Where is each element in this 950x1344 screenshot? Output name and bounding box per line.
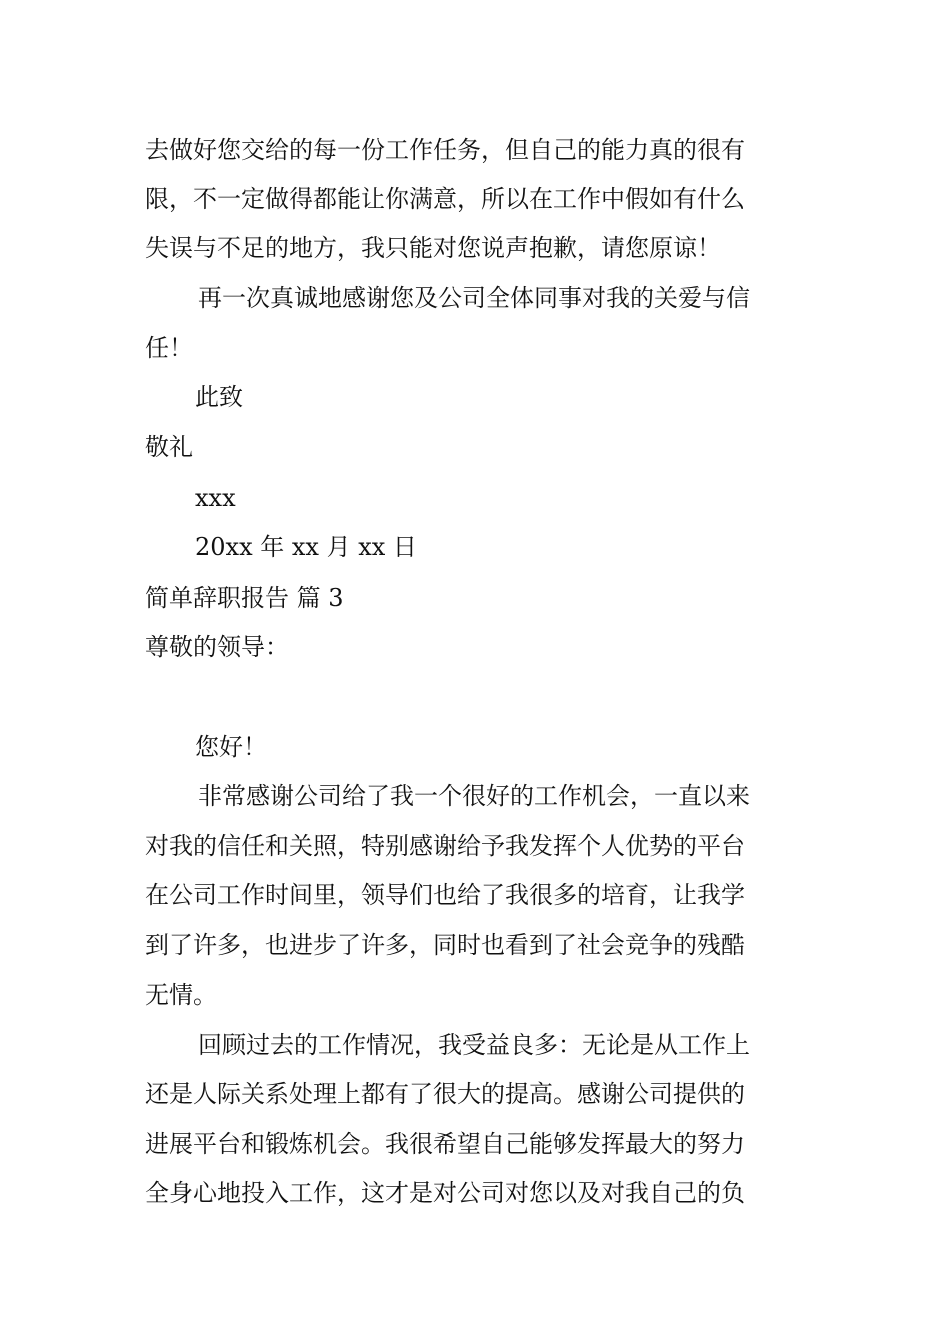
greeting: 您好！ — [195, 733, 267, 761]
closing-regards: 敬礼 — [145, 433, 193, 461]
paragraph-line: 失误与不足的地方，我只能对您说声抱歉，请您原谅！ — [145, 234, 721, 262]
paragraph-line: 对我的信任和关照，特别感谢给予我发挥个人优势的平台 — [145, 832, 745, 860]
paragraph-line: 无情。 — [145, 981, 217, 1009]
paragraph-line: 还是人际关系处理上都有了很大的提高。感谢公司提供的 — [145, 1080, 745, 1108]
paragraph-line: 任！ — [145, 334, 193, 362]
paragraph-line: 去做好您交给的每一份工作任务，但自己的能力真的很有 — [145, 136, 745, 164]
section-heading: 简单辞职报告 篇 3 — [145, 584, 344, 612]
paragraph-line: 到了许多，也进步了许多，同时也看到了社会竞争的残酷 — [145, 931, 745, 959]
paragraph-line: 非常感谢公司给了我一个很好的工作机会，一直以来 — [198, 782, 750, 810]
signature-name: xxx — [195, 484, 236, 512]
paragraph-line: 限，不一定做得都能让你满意，所以在工作中假如有什么 — [145, 185, 745, 213]
paragraph-line: 回顾过去的工作情况，我受益良多：无论是从工作上 — [198, 1031, 750, 1059]
paragraph-line: 全身心地投入工作，这才是对公司对您以及对我自己的负 — [145, 1179, 745, 1207]
paragraph-line: 在公司工作时间里，领导们也给了我很多的培育，让我学 — [145, 881, 745, 909]
paragraph-line: 进展平台和锻炼机会。我很希望自己能够发挥最大的努力 — [145, 1130, 745, 1158]
paragraph-line: 再一次真诚地感谢您及公司全体同事对我的关爱与信 — [198, 284, 750, 312]
signature-date: 20xx 年 xx 月 xx 日 — [195, 533, 417, 561]
greeting-recipient: 尊敬的领导： — [145, 633, 289, 661]
closing-salutation: 此致 — [195, 383, 243, 411]
